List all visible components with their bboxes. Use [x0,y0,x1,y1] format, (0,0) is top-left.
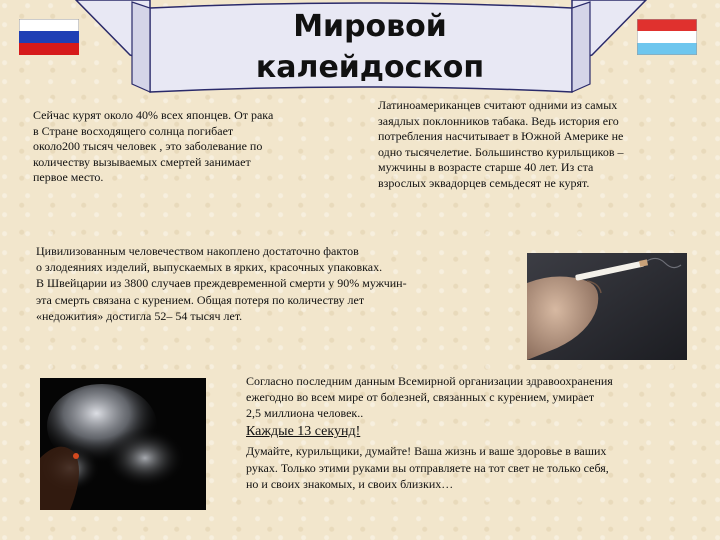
appeal-line: руках. Только этими руками вы отправляете на тот свет не только себя, [246,460,609,475]
swiss-line: о злодеяниях изделий, выпускаемых в ярких, красочных упаковках. [36,260,383,275]
page-title [170,6,570,88]
emphasis-heading: Каждые 13 секунд! [246,424,361,439]
title-line-2: калейдоскоп [255,50,485,85]
appeal-line: Думайте, курильщики, думайте! Ваша жизнь и ваше здоровье в ваших [246,444,607,458]
latin-line: взрослых эквадорцев семьдесят не курят. [378,175,590,190]
japan-line: в Стране восходящего солнца погибает [33,123,234,138]
cigarette-hand-photo [527,253,687,360]
latin-line: одно тысячелетие. Большинство курильщиков – [378,144,624,159]
appeal-line: но и своих знакомых, и своих близких… [246,477,454,491]
who-line: 2,5 миллиона человек.. [246,406,364,420]
swiss-line: «недожития» достигла 52– 54 тысяч лет. [36,308,243,323]
swiss-line: Цивилизованным человечеством накоплено достаточно фактов [36,244,359,258]
swiss-line: эта смерть связана с курением. Общая потеря по количеству лет [36,292,365,307]
latin-line: мужчины в возрасте старше 40 лет. Из ста [378,160,594,174]
who-line: ежегодно во всем мире от болезней, связанных с курением, умирает [246,390,595,404]
japan-paragraph [33,108,353,186]
russia-flag-icon [19,19,79,55]
latin-line: потребления насчитывает в Южной Америке не [378,129,624,143]
switzerland-paragraph [36,243,506,324]
luxembourg-flag-icon [637,19,697,55]
title-line-1: Мировой [293,9,447,44]
latin-america-paragraph [378,98,708,191]
latin-line: заядлых поклонников табака. Ведь история его [378,113,619,128]
latin-line: Латиноамериканцев считают одними из самых [378,98,618,112]
japan-line: около200 тысяч человек , это заболевание по [33,139,263,153]
swiss-line: В Швейцарии из 3800 случаев преждевременной смерти у 90% мужчин- [36,276,407,291]
who-paragraph [246,373,716,421]
japan-line: первое место. [33,170,104,184]
japan-line: Сейчас курят около 40% всех японцев. От рака [33,108,274,122]
smoke-photo [40,378,206,510]
appeal-paragraph [246,443,716,493]
japan-line: количеству вызываемых смертей занимает [33,154,251,169]
who-line: Согласно последним данным Всемирной организации здравоохранения [246,374,613,388]
